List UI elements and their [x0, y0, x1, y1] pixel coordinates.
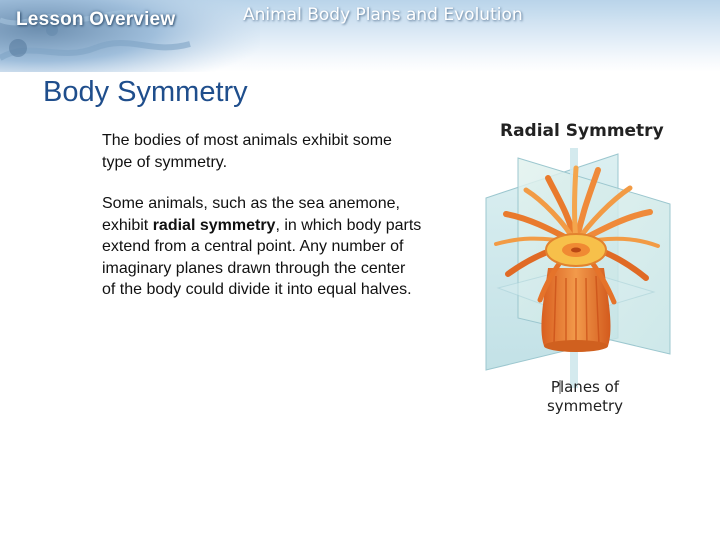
anemone-column [541, 268, 610, 352]
figure-caption [540, 378, 630, 416]
intro-paragraph: The bodies of most animals exhibit some type of symmetry. [102, 132, 392, 171]
paragraph-text-start: Some animals, such as the sea anemone, exhibit [102, 195, 400, 234]
caption-line-2: symmetry [546, 397, 624, 415]
slide-title: Body Symmetry [43, 76, 248, 108]
anemone-oral-disc [546, 234, 606, 266]
radial-symmetry-term: radial symmetry [152, 216, 276, 234]
lesson-overview-label: Lesson Overview [16, 9, 176, 30]
header-band [0, 0, 720, 72]
body-text [102, 130, 422, 321]
unit-title: Animal Body Plans and Evolution [243, 5, 523, 25]
radial-symmetry-paragraph [102, 193, 422, 301]
figure-title: Radial Symmetry [500, 121, 664, 141]
caption-line-1: Planes of [550, 378, 620, 396]
paragraph-text-end: , in which body parts extend from a central point. Any number of imaginary planes drawn through the center of the body could divide it into equal halves. [102, 216, 422, 298]
